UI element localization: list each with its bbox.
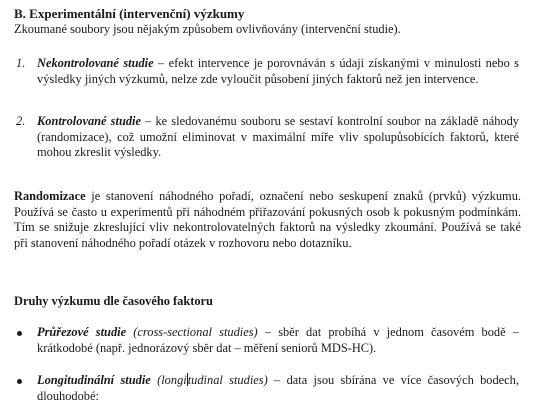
- list-item-text: – efekt intervence je porovnáván s údaji získanými v minulosti nebo s výsledky jiných výzkumů, nelze zde vyloučit působení jiných faktorů než jen intervence.: [37, 56, 519, 86]
- list-item-controlled-studies: [37, 114, 519, 161]
- section-b-intro: Zkoumané soubory jsou nějakým způsobem ovlivňovány (intervenční studie).: [14, 22, 401, 36]
- term-english: (cross-sectional studies): [133, 325, 258, 339]
- list-item-text: – ke sledovanému souboru se sestaví kontrolní soubor na základě náhody (randomizace), což umožní eliminovat v maximální míře vliv spolupůsobících faktorů, které mohou zkreslit výsledky.: [37, 114, 519, 160]
- randomization-text: je stanovení náhodného pořadí, označení nebo seskupení znaků (prvků) výzkumu. Používá se často u experimentů při náhodném přiřazování pokusných osob k pokusným podmínkám. Tím se snižuje zkreslující vliv nekontrolovatelných faktorů na výsledky zkoumání. Používá se také při stanovení náhodného pořadí otázek v rozhovoru nebo dotazníku.: [14, 189, 521, 250]
- randomization-paragraph: [14, 189, 521, 251]
- list-item-longitudinal: [37, 373, 519, 404]
- term-randomization: Randomizace: [14, 189, 86, 203]
- list-item-text: – data jsou sbírána ve více časových bodech, dlouhodobé:: [37, 373, 519, 403]
- term-longitudinal: Longitudinální studie: [37, 373, 151, 387]
- term-controlled-studies: Kontrolované studie: [37, 114, 141, 128]
- term-cross-sectional: Průřezové studie: [37, 325, 127, 339]
- list-item-cross-sectional: [37, 325, 519, 356]
- section-b-heading: B. Experimentální (intervenční) výzkumy: [14, 6, 245, 21]
- term-english-part: (longi: [157, 373, 187, 387]
- list-item-number: 1.: [16, 56, 26, 70]
- term-english-part: tudinal studies): [187, 373, 268, 387]
- bullet-icon: [17, 379, 22, 384]
- list-item-text: – sběr dat probíhá v jednom časovém bodě – krátkodobé (např. jednorázový sběr dat – měření seniorů MDS-HC).: [37, 325, 519, 355]
- list-item-uncontrolled-studies: [37, 56, 519, 87]
- list-item-number: 2.: [16, 114, 26, 128]
- time-factor-heading: Druhy výzkumu dle časového faktoru: [14, 294, 213, 308]
- term-english: [157, 373, 268, 387]
- term-uncontrolled-studies: Nekontrolované studie: [37, 56, 154, 70]
- bullet-icon: [17, 331, 22, 336]
